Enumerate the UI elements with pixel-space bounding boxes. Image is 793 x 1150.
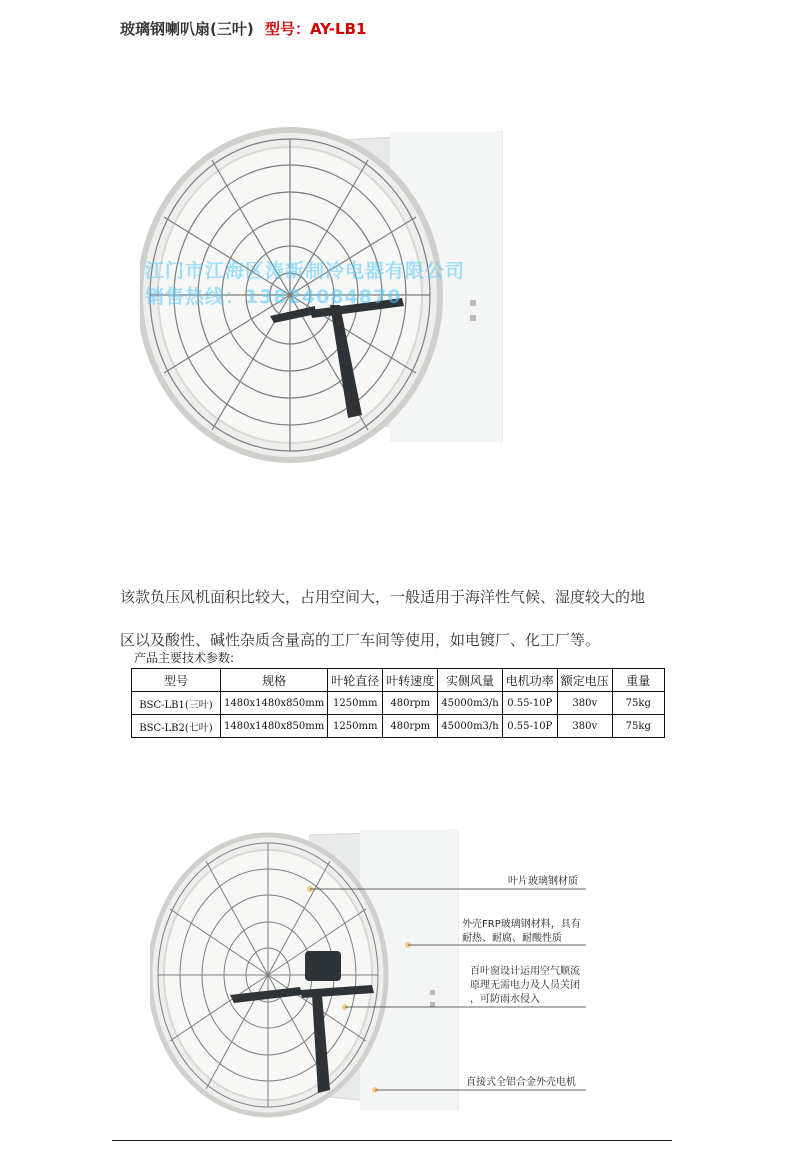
cell-model: BSC-LB1(三叶) — [132, 692, 221, 715]
callout-housing — [462, 918, 581, 946]
callout-shutter-line-3: ，可防雨水侵入 — [470, 994, 540, 1005]
spec-table-caption: 产品主要技术参数: — [134, 651, 235, 665]
header-speed: 叶转速度 — [383, 669, 438, 692]
callout-shutter-line-2: 原理无需电力及人员关闭 — [470, 980, 580, 991]
watermark-hotline: 销售热线：13824084870 — [145, 286, 402, 308]
spec-table-header-row — [132, 669, 665, 692]
cell-model: BSC-LB2(七叶) — [132, 715, 221, 738]
product-name: 玻璃钢喇叭扇(三叶) — [120, 20, 254, 38]
header-motor-power: 电机功率 — [502, 669, 557, 692]
header-airflow: 实侧风量 — [438, 669, 502, 692]
header-model: 型号 — [132, 669, 221, 692]
header-impeller-diameter: 叶轮直径 — [328, 669, 383, 692]
table-row — [132, 692, 665, 715]
callout-motor: 直接式全铝合金外壳电机 — [466, 1077, 576, 1088]
callout-blade: 叶片玻璃钢材质 — [508, 876, 578, 887]
callout-shutter-line-1: 百叶窗设计运用空气顺流 — [470, 966, 580, 977]
cell-motor-power: 0.55-10P — [502, 715, 557, 738]
watermark-company: 江门市江海区涛新制冷电器有限公司 — [145, 260, 466, 282]
cell-speed: 480rpm — [383, 715, 438, 738]
model-number: 型号：AY-LB1 — [264, 20, 367, 38]
spec-table — [131, 668, 665, 738]
callout-shutter — [470, 965, 580, 1007]
cell-airflow: 45000m3/h — [438, 692, 502, 715]
cell-airflow: 45000m3/h — [438, 715, 502, 738]
callout-housing-line-2: 耐热、耐腐、耐酸性质 — [462, 933, 562, 944]
cell-motor-power: 0.55-10P — [502, 692, 557, 715]
cell-size: 1480x1480x850mm — [221, 715, 328, 738]
watermark — [145, 258, 465, 310]
description-line-2: 区以及酸性、碱性杂质含量高的工厂车间等使用，如电镀厂、化工厂等。 — [120, 631, 601, 649]
product-title — [120, 18, 366, 39]
table-row — [132, 715, 665, 738]
fan-photo-annotated — [150, 825, 470, 1120]
page-bottom-divider — [112, 1140, 672, 1141]
cell-impeller-diameter: 1250mm — [328, 715, 383, 738]
header-size: 规格 — [221, 669, 328, 692]
cell-weight: 75kg — [612, 715, 664, 738]
cell-speed: 480rpm — [383, 692, 438, 715]
cell-impeller-diameter: 1250mm — [328, 692, 383, 715]
cell-voltage: 380v — [557, 715, 612, 738]
cell-weight: 75kg — [612, 692, 664, 715]
cell-size: 1480x1480x850mm — [221, 692, 328, 715]
callout-housing-line-1: 外壳FRP玻璃钢材料，具有 — [462, 919, 581, 930]
cell-voltage: 380v — [557, 692, 612, 715]
header-voltage: 额定电压 — [557, 669, 612, 692]
description-line-1: 该款负压风机面积比较大，占用空间大，一般适用于海洋性气候、湿度较大的地 — [120, 588, 646, 606]
header-weight: 重量 — [612, 669, 664, 692]
